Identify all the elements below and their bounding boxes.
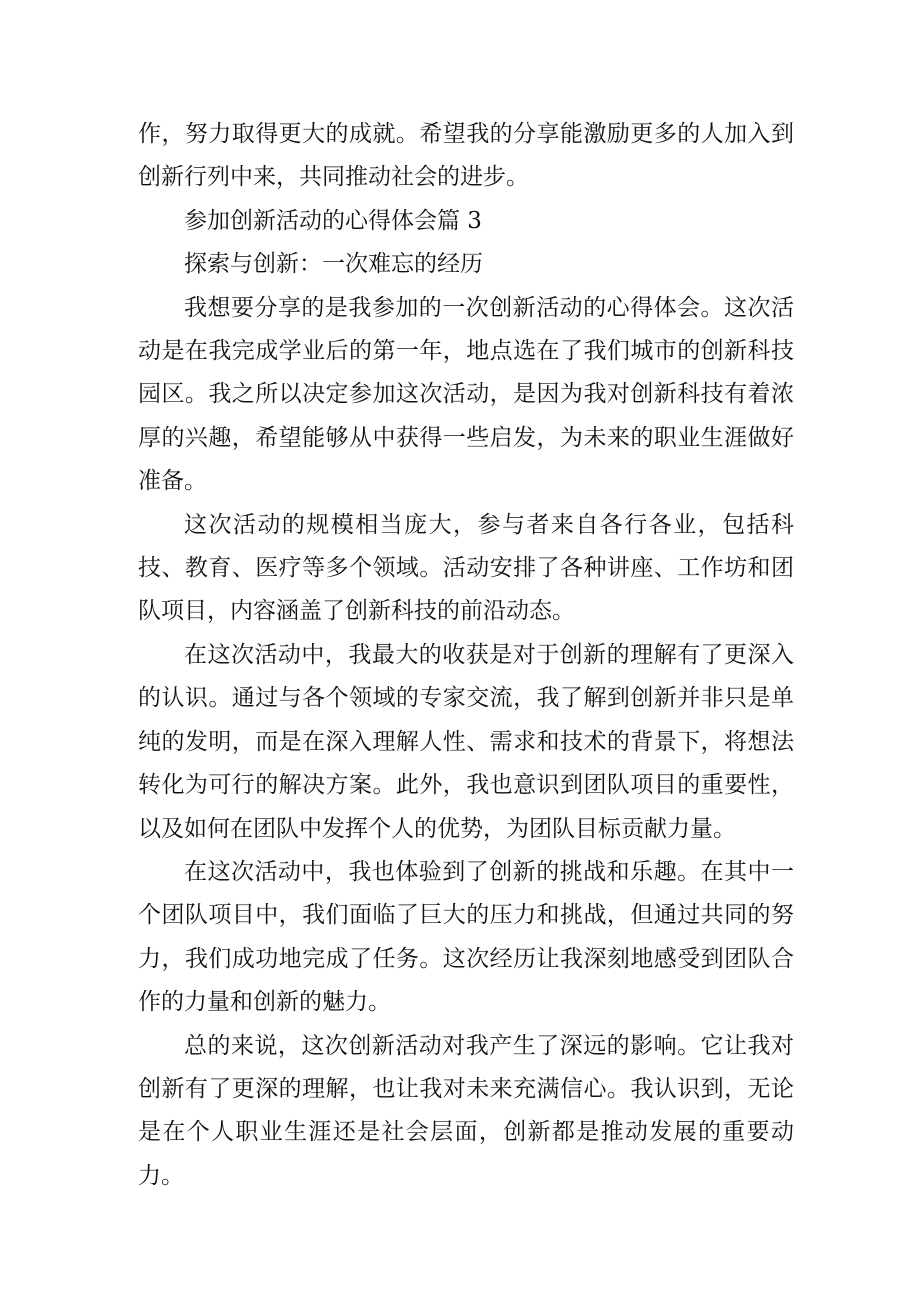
paragraph-conclusion: 总的来说，这次创新活动对我产生了深远的影响。它让我对创新有了更深的理解，也让我对未来充满信心。我认识到，无论是在个人职业生涯还是社会层面，创新都是推动发展的重要动力。 <box>138 1032 794 1189</box>
paragraph-scale: 这次活动的规模相当庞大，参与者来自各行各业，包括科技、教育、医疗等多个领域。活动安排了各种讲座、工作坊和团队项目，内容涵盖了创新科技的前沿动态。 <box>138 511 794 625</box>
document-body <box>138 113 794 1198</box>
article-title: 探索与创新：一次难忘的经历 <box>184 251 483 278</box>
paragraph-gains: 在这次活动中，我最大的收获是对于创新的理解有了更深入的认识。通过与各个领域的专家交流，我了解到创新并非只是单纯的发明，而是在深入理解人性、需求和技术的背景下，将想法转化为可行的解决方案。此外，我也意识到团队项目的重要性，以及如何在团队中发挥个人的优势，为团队目标贡献力量。 <box>138 641 794 842</box>
section-heading: 参加创新活动的心得体会篇 3 <box>184 207 482 234</box>
paragraph-continuation: 作，努力取得更大的成就。希望我的分享能激励更多的人加入到创新行列中来，共同推动社会的进步。 <box>138 121 794 191</box>
paragraph-intro: 我想要分享的是我参加的一次创新活动的心得体会。这次活动是在我完成学业后的第一年，地点选在了我们城市的创新科技园区。我之所以决定参加这次活动，是因为我对创新科技有着浓厚的兴趣，希望能够从中获得一些启发，为未来的职业生涯做好准备。 <box>138 294 794 495</box>
paragraph-challenges: 在这次活动中，我也体验到了创新的挑战和乐趣。在其中一个团队项目中，我们面临了巨大的压力和挑战，但通过共同的努力，我们成功地完成了任务。这次经历让我深刻地感受到团队合作的力量和创新的魅力。 <box>138 858 794 1016</box>
